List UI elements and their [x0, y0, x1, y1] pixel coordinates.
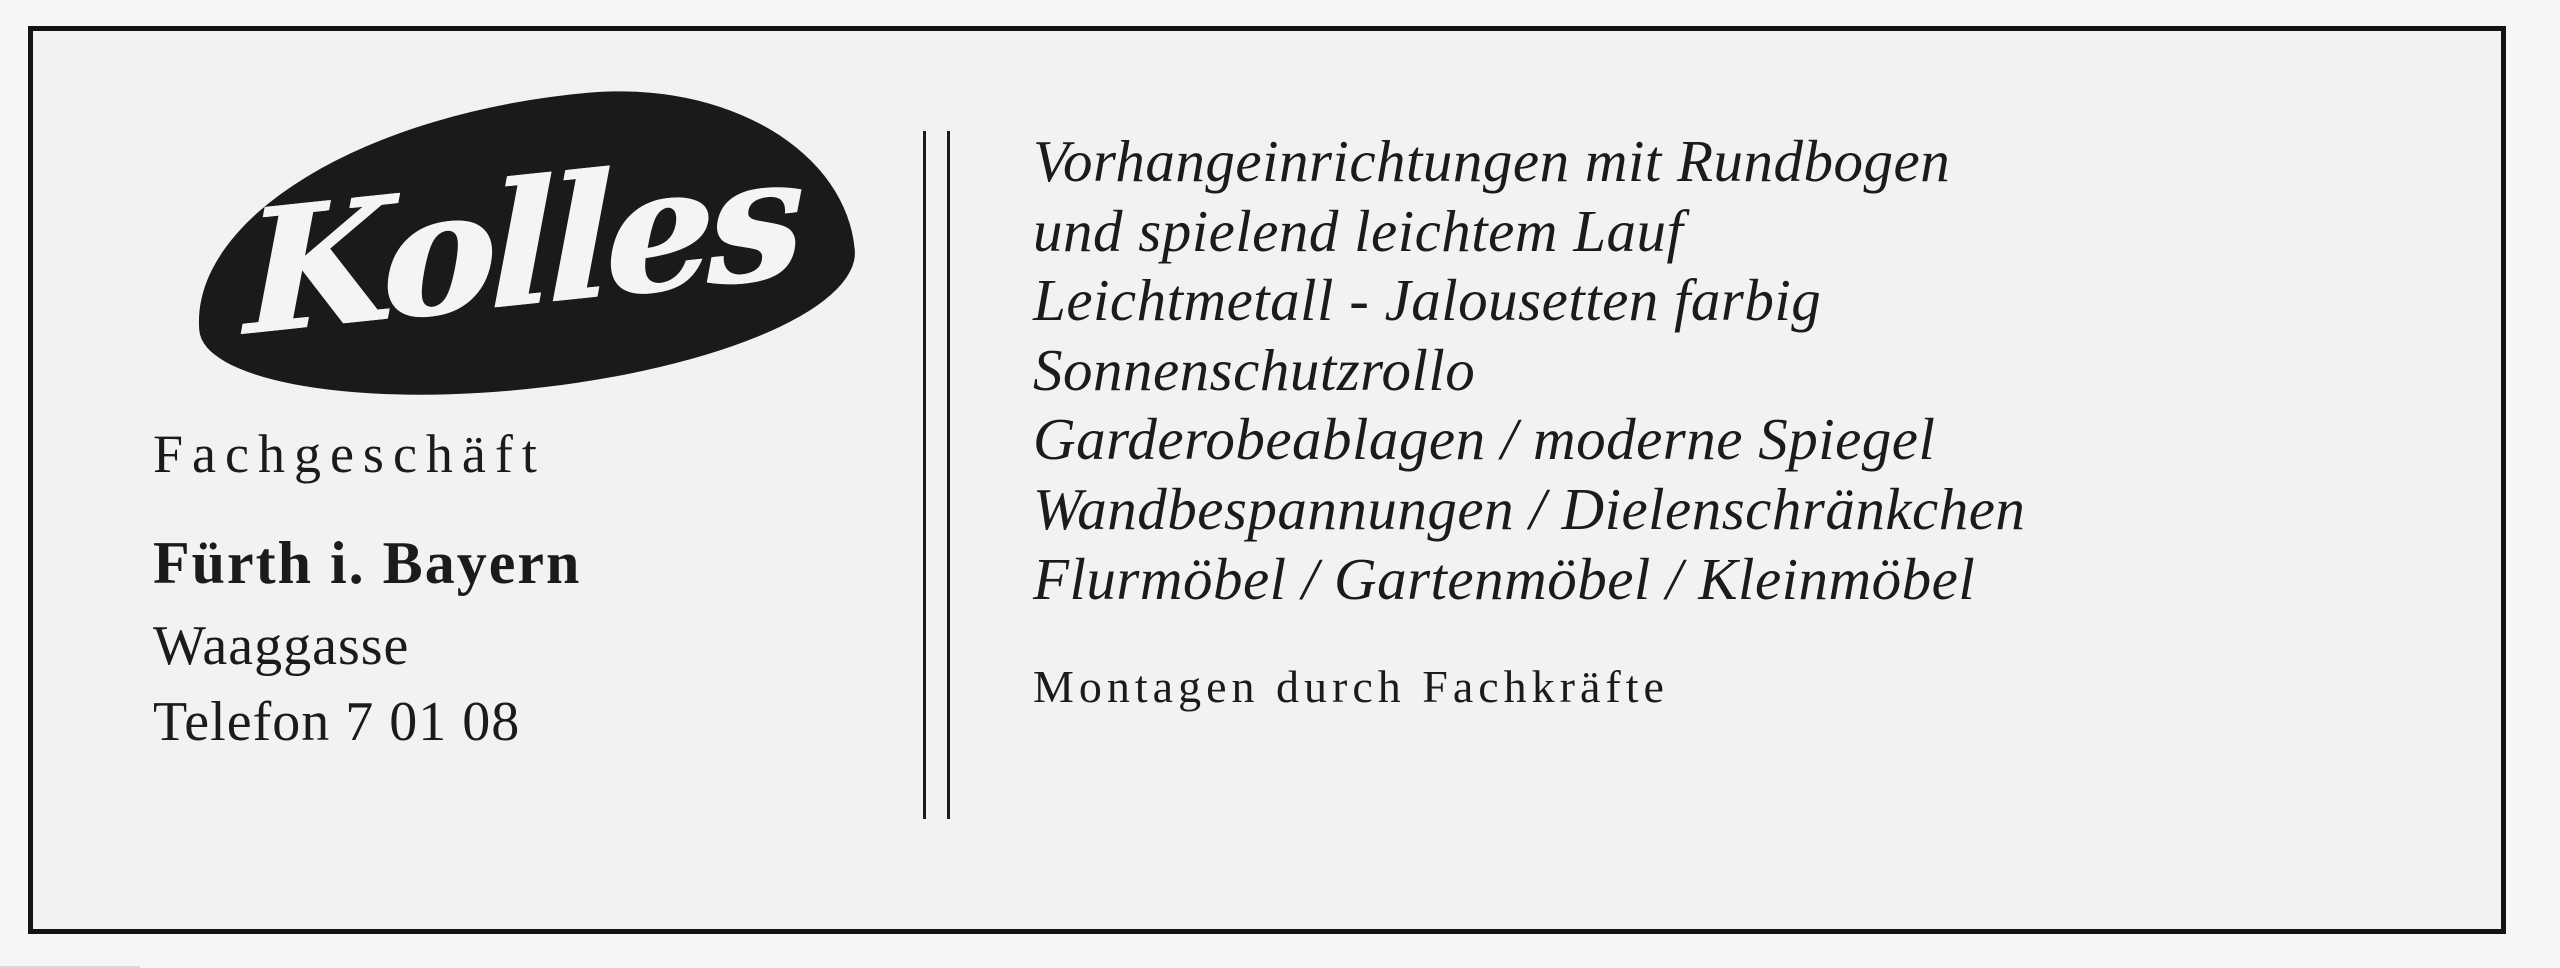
specialty-label: Fachgeschäft: [153, 424, 546, 484]
installation-footnote: Montagen durch Fachkräfte: [1033, 661, 1669, 713]
advertisement-frame: [28, 26, 2506, 934]
company-phone: Telefon 7 01 08: [153, 691, 521, 753]
company-address: [153, 423, 913, 754]
service-line: Leichtmetall - Jalousetten farbig: [1033, 267, 1822, 334]
service-line: und spielend leichtem Lauf: [1033, 197, 1684, 264]
service-line: Flurmöbel / Gartenmöbel / Kleinmöbel: [1033, 545, 1976, 612]
company-street: Waaggasse: [153, 615, 410, 677]
logo-wordmark: Kolles: [244, 115, 797, 375]
divider-rule-left: [923, 131, 926, 819]
service-line: Vorhangeinrichtungen mit Rundbogen: [1033, 128, 1951, 194]
brand-logo: [153, 71, 843, 401]
service-line: Wandbespannungen / Dielenschränkchen: [1033, 476, 2026, 543]
company-column: [33, 31, 913, 929]
divider-rule-right: [947, 131, 950, 819]
service-line: Sonnenschutzrollo: [1033, 336, 1476, 403]
vertical-divider: [913, 131, 973, 819]
company-city: Fürth i. Bayern: [153, 530, 582, 596]
advertisement-content: [33, 31, 2501, 929]
service-line: Garderobeablagen / moderne Spiegel: [1033, 406, 1936, 473]
services-column: [973, 31, 2501, 929]
